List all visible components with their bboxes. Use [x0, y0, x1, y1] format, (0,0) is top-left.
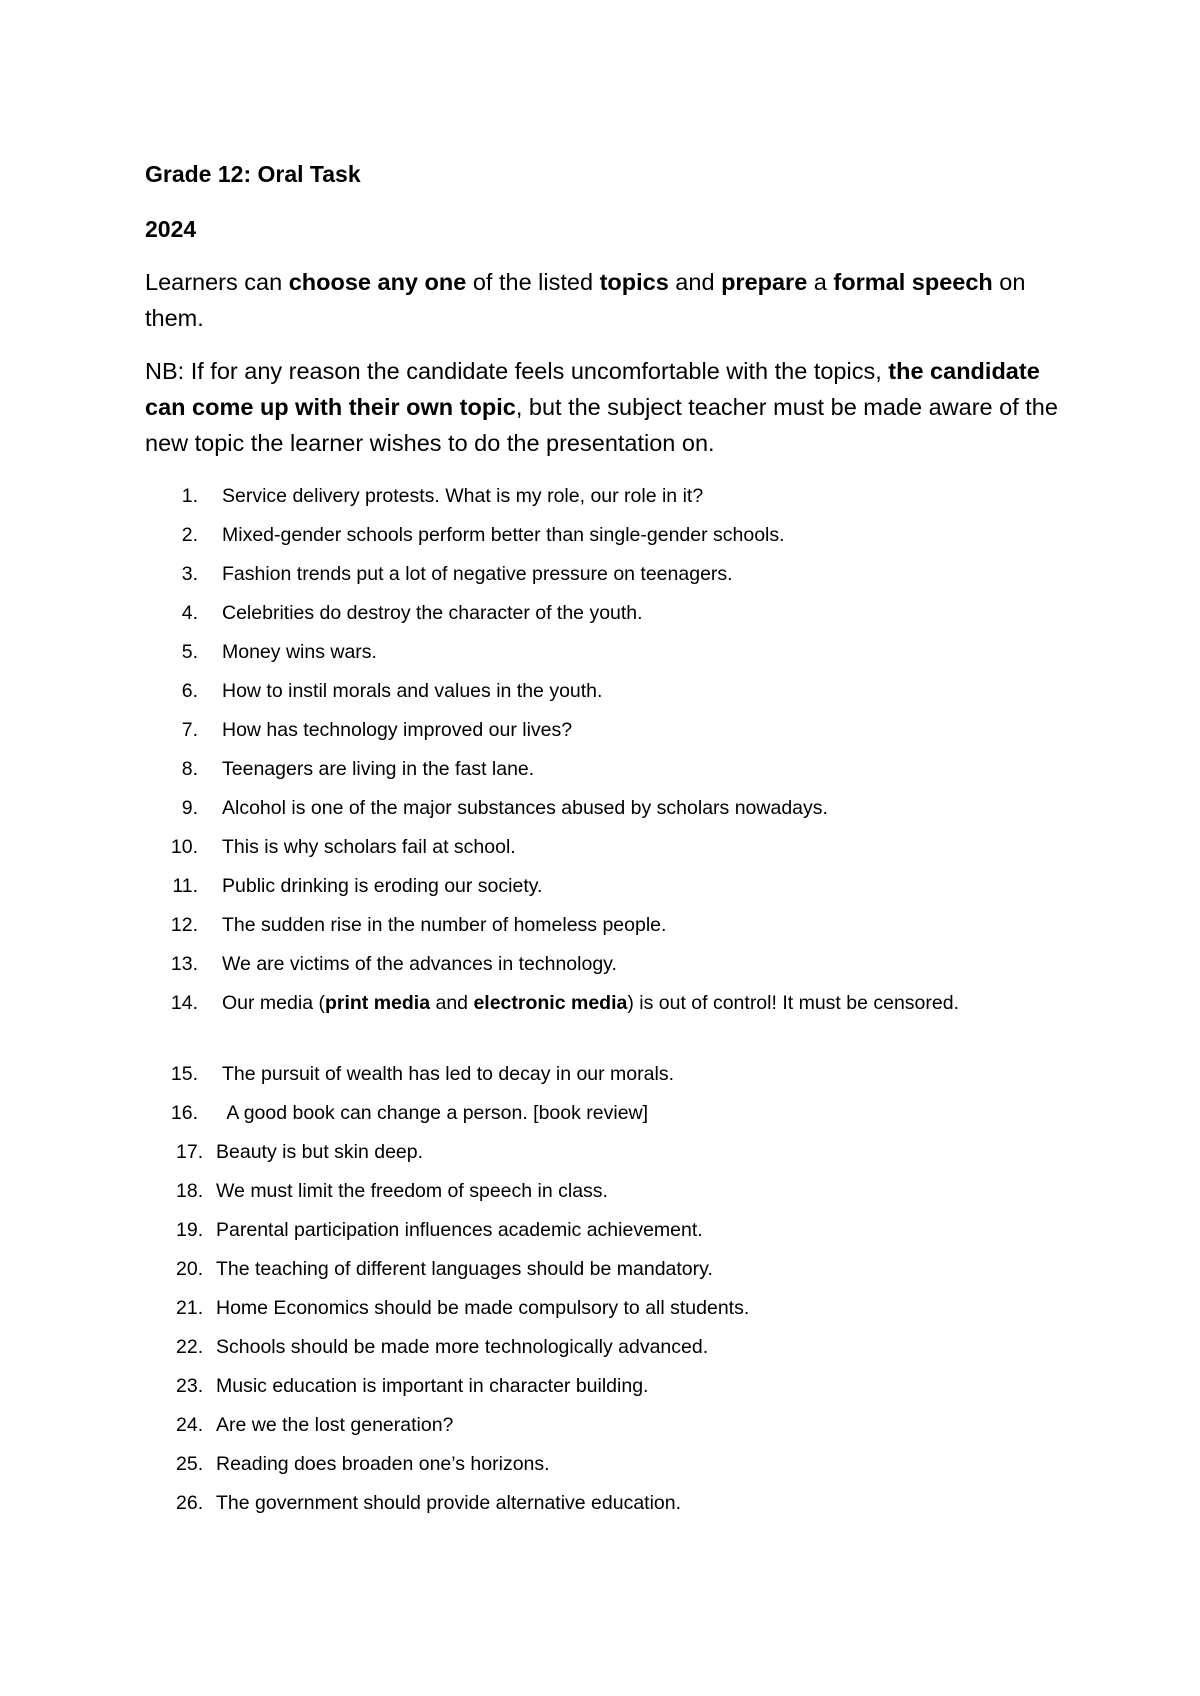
list-item-number: 5.	[181, 641, 198, 663]
list-item-text: Service delivery protests. What is my role, our role in it?	[222, 485, 704, 507]
list-item-number: 10.	[170, 836, 198, 858]
list-item-text: Mixed-gender schools perform better than single-gender schools.	[222, 524, 785, 546]
list-item-text: The government should provide alternative education.	[216, 1492, 682, 1514]
list-item-text: Public drinking is eroding our society.	[222, 875, 543, 897]
list-item-text: Music education is important in character building.	[216, 1375, 649, 1397]
list-item-number: 23.	[176, 1375, 204, 1397]
list-item-text: Beauty is but skin deep.	[216, 1141, 424, 1163]
list-item-number: 21.	[176, 1297, 204, 1319]
list-item-text: We are victims of the advances in technology.	[222, 953, 617, 975]
list-item-number: 15.	[170, 1063, 198, 1085]
list-item-text: How to instil morals and values in the youth.	[222, 680, 603, 702]
list-item-text: Our media (print media and electronic media) is out of control! It must be censored.	[222, 992, 959, 1014]
document-year: 2024	[145, 216, 197, 242]
list-item-text: How has technology improved our lives?	[222, 719, 573, 741]
list-item-number: 18.	[176, 1180, 204, 1202]
list-item-number: 6.	[181, 680, 198, 702]
list-item-number: 2.	[181, 524, 198, 546]
list-item-text: The sudden rise in the number of homeless people.	[222, 914, 667, 936]
list-item-number: 22.	[176, 1336, 204, 1358]
list-item-number: 19.	[176, 1219, 204, 1241]
list-item-number: 17.	[176, 1141, 204, 1163]
list-item-number: 24.	[176, 1414, 204, 1436]
list-item-number: 25.	[176, 1453, 204, 1475]
list-item-text: Teenagers are living in the fast lane.	[222, 758, 535, 780]
list-item-text: Reading does broaden one’s horizons.	[216, 1453, 550, 1475]
list-item-number: 11.	[172, 875, 198, 897]
list-item-text: Schools should be made more technologically advanced.	[216, 1336, 709, 1358]
list-item-number: 7.	[181, 719, 198, 741]
intro-paragraph: Learners can choose any one of the listed topics and prepare a formal speech on them.	[145, 269, 1026, 331]
note-paragraph: NB: If for any reason the candidate feels uncomfortable with the topics, the candidate can come up with their own topic, but the subject teacher must be made aware of the new topic the learner wishes to do the presentation on.	[145, 358, 1058, 456]
list-item-number: 13.	[170, 953, 198, 975]
list-item-number: 16.	[170, 1102, 198, 1124]
list-item-number: 1.	[181, 485, 198, 507]
list-item-text: A good book can change a person. [book review]	[222, 1102, 649, 1124]
list-item-text: Alcohol is one of the major substances abused by scholars nowadays.	[222, 797, 828, 819]
list-item-number: 9.	[181, 797, 198, 819]
list-item-text: We must limit the freedom of speech in class.	[216, 1180, 608, 1202]
list-item-number: 12.	[170, 914, 198, 936]
list-item-text: Celebrities do destroy the character of the youth.	[222, 602, 643, 624]
list-item-text: The teaching of different languages should be mandatory.	[216, 1258, 713, 1280]
list-item-text: Parental participation influences academic achievement.	[216, 1219, 703, 1241]
list-item-number: 14.	[170, 992, 198, 1014]
list-item-text: The pursuit of wealth has led to decay in our morals.	[222, 1063, 674, 1085]
list-item-number: 8.	[181, 758, 198, 780]
list-item-text: Home Economics should be made compulsory to all students.	[216, 1297, 750, 1319]
list-item-text: Money wins wars.	[222, 641, 377, 663]
list-item-number: 20.	[176, 1258, 204, 1280]
list-item-number: 3.	[181, 563, 198, 585]
list-item-text: This is why scholars fail at school.	[222, 836, 516, 858]
document-title: Grade 12: Oral Task	[145, 161, 361, 187]
list-item-number: 4.	[181, 602, 198, 624]
list-item-number: 26.	[176, 1492, 204, 1514]
list-item-text: Are we the lost generation?	[216, 1414, 454, 1436]
list-item-text: Fashion trends put a lot of negative pressure on teenagers.	[222, 563, 733, 585]
